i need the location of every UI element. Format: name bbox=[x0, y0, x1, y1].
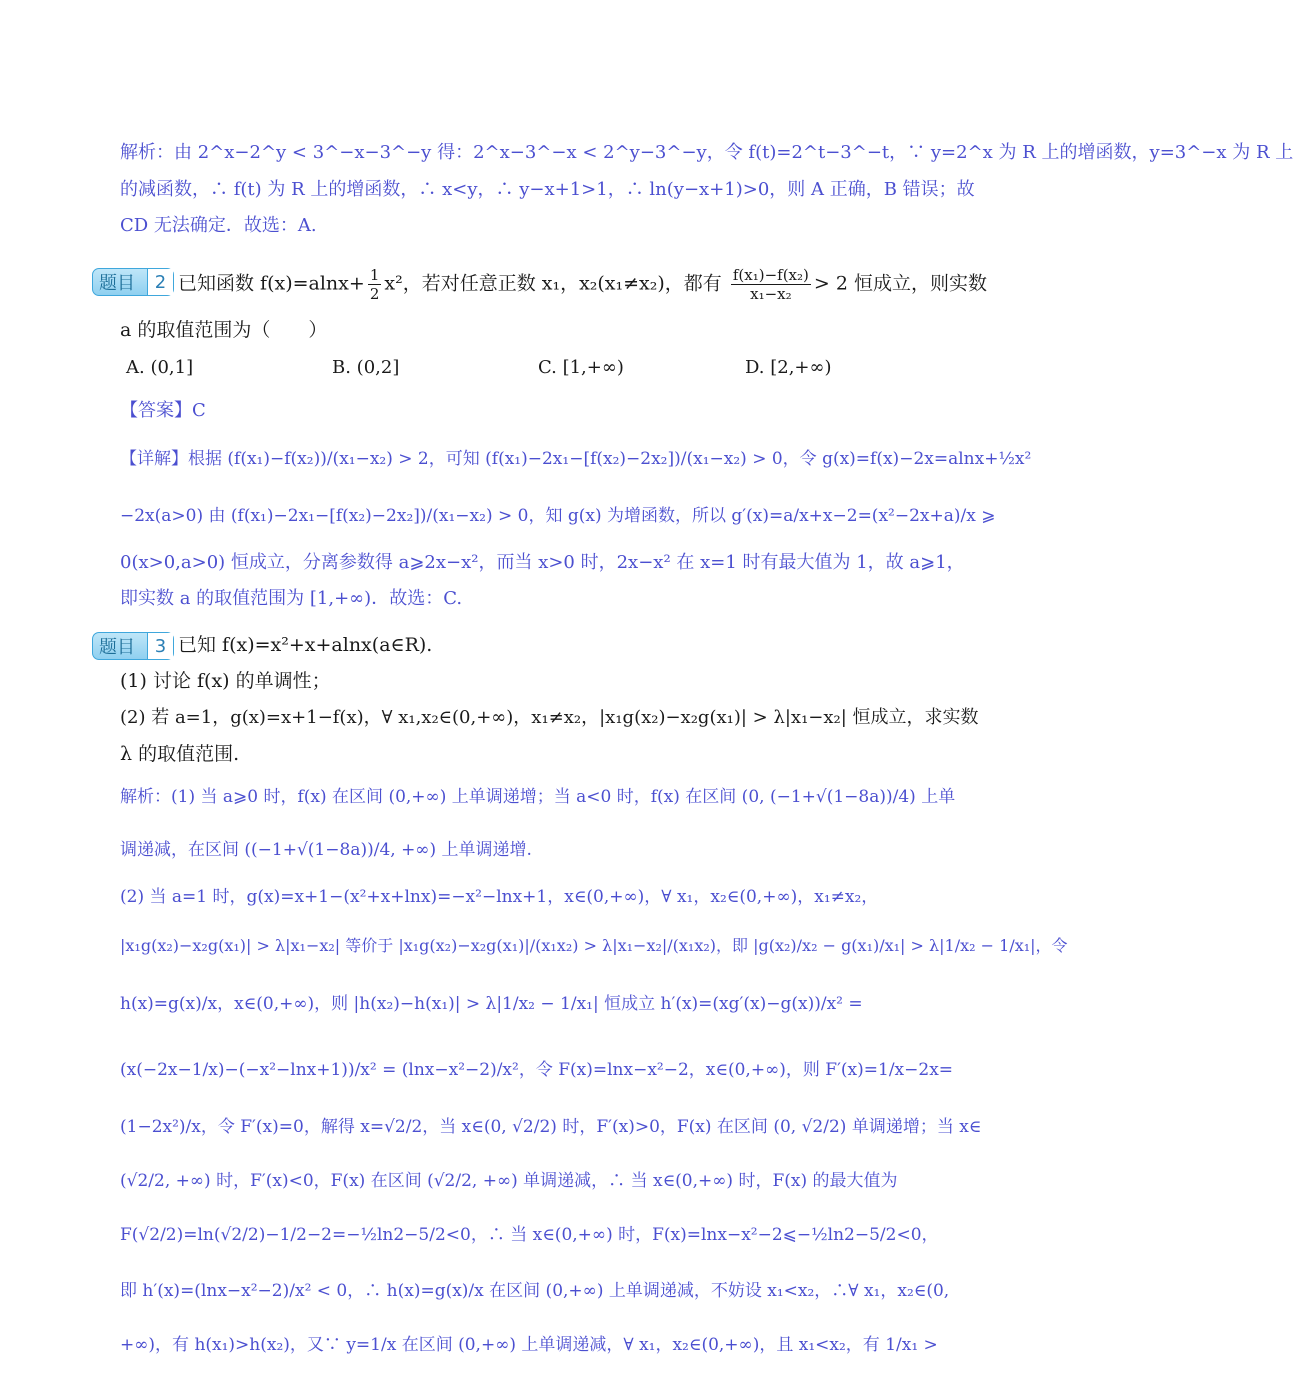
fraction-numerator: 1 bbox=[369, 266, 380, 284]
question-tag-label: 题目 bbox=[99, 273, 135, 294]
solution-line: (x(−2x−1/x)−(−x²−lnx+1))/x² = (lnx−x²−2)/x²，令 F(x)=lnx−x²−2，x∈(0,+∞)，则 F′(x)=1/x−2x= bbox=[120, 1060, 954, 1080]
fraction bbox=[731, 266, 811, 303]
solution-line: F(√2/2)=ln(√2/2)−1/2−2=−½ln2−5/2<0，∴ 当 x∈(0,+∞) 时，F(x)=lnx−x²−2⩽−½ln2−5/2<0， bbox=[120, 1225, 939, 1245]
fraction-denominator: x₁−x₂ bbox=[750, 285, 792, 303]
solution-line: CD 无法确定．故选：A. bbox=[120, 215, 317, 236]
question-part: (1) 讨论 f(x) 的单调性； bbox=[120, 670, 331, 692]
stem-text: > 2 恒成立，则实数 bbox=[813, 272, 987, 295]
solution-line: (√2/2, +∞) 时，F′(x)<0，F(x) 在区间 (√2/2, +∞) 单调递减，∴ 当 x∈(0,+∞) 时，F(x) 的最大值为 bbox=[120, 1171, 898, 1191]
fraction-numerator: f(x₁)−f(x₂) bbox=[732, 266, 809, 284]
solution-line: 解析：由 2^x−2^y < 3^−x−3^−y 得：2^x−3^−x < 2^y−3^−y，令 f(t)=2^t−3^−t，∵ y=2^x 为 R 上的增函数，y=3^−x 为 R 上 bbox=[120, 142, 1293, 163]
detail-line: 即实数 a 的取值范围为 [1,+∞)．故选：C. bbox=[120, 588, 463, 609]
option-a: A. (0,1] bbox=[126, 357, 194, 378]
fraction-denominator: 2 bbox=[369, 285, 380, 303]
question-stem-line2: a 的取值范围为（ ） bbox=[120, 319, 328, 341]
question-stem bbox=[178, 266, 1020, 303]
solution-line: (2) 当 a=1 时，g(x)=x+1−(x²+x+lnx)=−x²−lnx+1，x∈(0,+∞)，∀ x₁，x₂∈(0,+∞)，x₁≠x₂， bbox=[120, 887, 879, 907]
solution-line: h(x)=g(x)/x，x∈(0,+∞)，则 |h(x₂)−h(x₁)| > λ|1/x₂ − 1/x₁| 恒成立 h′(x)=(xg′(x)−g(x))/x² = bbox=[120, 994, 863, 1014]
question-tag bbox=[92, 632, 174, 660]
option-d: D. [2,+∞) bbox=[745, 357, 832, 378]
option-c: C. [1,+∞) bbox=[538, 357, 624, 378]
stem-text: x²，若对任意正数 x₁，x₂(x₁≠x₂)，都有 bbox=[384, 272, 722, 295]
question-number: 3 bbox=[147, 633, 173, 659]
detail-line: 0(x>0,a>0) 恒成立，分离参数得 a⩾2x−x²，而当 x>0 时，2x−x² 在 x=1 时有最大值为 1，故 a⩾1， bbox=[120, 552, 965, 573]
question-tag bbox=[92, 268, 174, 296]
question-stem: 已知 f(x)=x²+x+alnx(a∈R). bbox=[178, 634, 433, 656]
solution-line: 的减函数，∴ f(t) 为 R 上的增函数，∴ x<y，∴ y−x+1>1，∴ ln(y−x+1)>0，则 A 正确，B 错误；故 bbox=[120, 179, 975, 200]
answer: 【答案】C bbox=[120, 400, 206, 421]
solution-line: 即 h′(x)=(lnx−x²−2)/x² < 0，∴ h(x)=g(x)/x 在区间 (0,+∞) 上单调递减，不妨设 x₁<x₂，∴∀ x₁，x₂∈(0, bbox=[120, 1281, 950, 1301]
stem-text: 已知函数 f(x)=alnx+ bbox=[178, 272, 365, 295]
question-part: (2) 若 a=1，g(x)=x+1−f(x)，∀ x₁,x₂∈(0,+∞)，x₁≠x₂，|x₁g(x₂)−x₂g(x₁)| > λ|x₁−x₂| 恒成立，求实数 bbox=[120, 707, 979, 728]
question-tag-label: 题目 bbox=[99, 637, 135, 658]
solution-line: 调递减，在区间 ((−1+√(1−8a))/4, +∞) 上单调递增. bbox=[120, 840, 532, 860]
solution-line: |x₁g(x₂)−x₂g(x₁)| > λ|x₁−x₂| 等价于 |x₁g(x₂)−x₂g(x₁)|/(x₁x₂) > λ|x₁−x₂|/(x₁x₂)，即 |g(x₂)/x₂ − g(x₁)/x₁| > λ|1/x₂ − 1/x₁|，令 bbox=[120, 936, 1068, 955]
detail-line: 【详解】根据 (f(x₁)−f(x₂))/(x₁−x₂) > 2，可知 (f(x₁)−2x₁−[f(x₂)−2x₂])/(x₁−x₂) > 0，令 g(x)=f(x)−2x=alnx+½x² bbox=[120, 449, 1032, 469]
option-b: B. (0,2] bbox=[332, 357, 400, 378]
solution-line: 解析：(1) 当 a⩾0 时，f(x) 在区间 (0,+∞) 上单调递增；当 a<0 时，f(x) 在区间 (0, (−1+√(1−8a))/4) 上单 bbox=[120, 787, 956, 807]
solution-line: +∞)，有 h(x₁)>h(x₂)，又∵ y=1/x 在区间 (0,+∞) 上单调递减，∀ x₁，x₂∈(0,+∞)，且 x₁<x₂，有 1/x₁ > bbox=[120, 1335, 938, 1355]
detail-line: −2x(a>0) 由 (f(x₁)−2x₁−[f(x₂)−2x₂])/(x₁−x₂) > 0，知 g(x) 为增函数，所以 g′(x)=a/x+x−2=(x²−2x+a)/x ⩾ bbox=[120, 506, 996, 526]
question-part: λ 的取值范围. bbox=[120, 743, 240, 765]
solution-line: (1−2x²)/x，令 F′(x)=0，解得 x=√2/2，当 x∈(0, √2/2) 时，F′(x)>0，F(x) 在区间 (0, √2/2) 单调递增；当 x∈ bbox=[120, 1117, 982, 1137]
question-number: 2 bbox=[147, 269, 173, 295]
fraction bbox=[368, 266, 382, 303]
